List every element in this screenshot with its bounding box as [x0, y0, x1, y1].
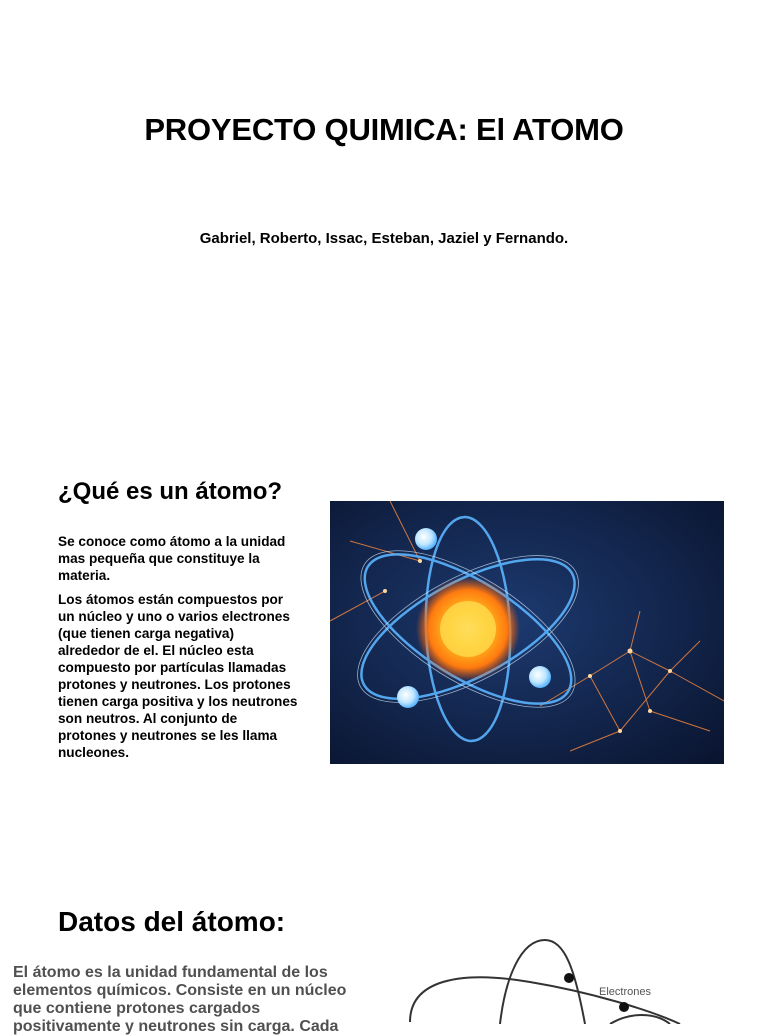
section-heading-atom-facts: Datos del átomo:: [58, 906, 286, 937]
paragraph-definition: Se conoce como átomo a la unidad mas pequeña que constituye la materia.: [58, 534, 286, 583]
paragraph-composition: Los átomos están compuestos por un núcleo y uno o varios electrones (que tienen carga negativa) alrededor de el. El núcleo esta compuesto por partículas llamadas protones y neutrones. Los protones tienen carga positiva y los neutrones son neutros. Al conjunto de protones y neutrones se les llama nucleones.: [58, 592, 298, 760]
atom-illustration: [330, 501, 724, 764]
section-body-atom-facts: El átomo es la unidad fundamental de los elementos químicos. Consiste en un núcleo que contiene protones cargados positivamente y neutrones sin carga. Cada: [13, 964, 347, 1035]
section-body-what-is-atom: [58, 533, 298, 768]
section-heading-what-is-atom: ¿Qué es un átomo?: [58, 478, 283, 505]
diagram-label-electrons: Electrones: [599, 986, 651, 998]
electron-diagram: [400, 930, 700, 1024]
slide-authors: Gabriel, Roberto, Issac, Esteban, Jaziel y Fernando.: [199, 230, 569, 247]
slide-title: PROYECTO QUIMICA: El ATOMO: [144, 112, 624, 147]
